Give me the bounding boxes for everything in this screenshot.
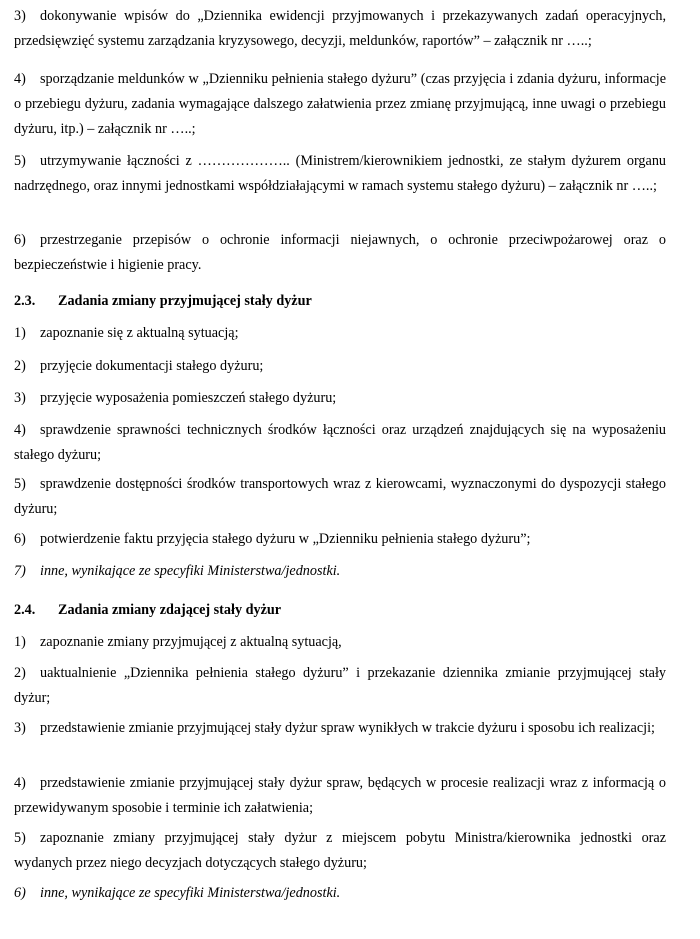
list-item-text: zapoznanie zmiany przyjmującej z aktualną sytuacją, (40, 634, 342, 650)
list-item-number: 4) (14, 71, 26, 87)
list-item (14, 386, 666, 411)
list-item-number: 5) (14, 830, 26, 846)
section-number: 2.3. (14, 293, 36, 309)
list-item-number: 4) (14, 775, 26, 791)
list-item (14, 228, 666, 278)
list-item (14, 4, 666, 54)
list-item-text: utrzymywanie łączności z ……………….. (Ministrem/kierownikiem jednostki, ze stałym dyżurem organu nadrzędnego, oraz innymi jednostkami współdziałającymi w ramach systemu stałego dyżuru) – załącznik nr …..; (14, 153, 666, 194)
list-item-number: 3) (14, 390, 26, 406)
list-item-number: 5) (14, 476, 26, 492)
section-number: 2.4. (14, 602, 36, 618)
list-item-text: zapoznanie się z aktualną sytuacją; (40, 325, 239, 341)
list-item-number: 6) (14, 885, 26, 901)
list-item-text: przedstawienie zmianie przyjmującej stały dyżur spraw wynikłych w trakcie dyżuru i sposobu ich realizacji; (40, 720, 655, 736)
list-item (14, 826, 666, 876)
list-item (14, 661, 666, 711)
list-item-number: 5) (14, 153, 26, 169)
list-item-text: przestrzeganie przepisów o ochronie informacji niejawnych, o ochronie przeciwpożarowej oraz o bezpieczeństwie i higienie pracy. (14, 232, 666, 273)
list-item-number: 4) (14, 422, 26, 438)
list-item-number: 6) (14, 531, 26, 547)
section-heading (14, 598, 666, 623)
list-item-text: przedstawienie zmianie przyjmującej stały dyżur spraw, będących w procesie realizacji wraz z informacją o przewidywanym sposobie i terminie ich załatwienia; (14, 775, 666, 816)
list-item (14, 354, 666, 379)
list-item-text: potwierdzenie faktu przyjęcia stałego dyżuru w „Dzienniku pełnienia stałego dyżuru”; (40, 531, 531, 547)
list-item-number: 1) (14, 634, 26, 650)
list-item-text: sporządzanie meldunków w „Dzienniku pełnienia stałego dyżuru” (czas przyjęcia i zdania dyżuru, informacje o przebiegu dyżuru, zadania wymagające dalszego załatwienia przez zmianę przyjmującą, inne uwagi o przebiegu dyżuru, itp.) – załącznik nr …..; (14, 71, 666, 137)
list-item (14, 559, 666, 584)
list-item-text: przyjęcie dokumentacji stałego dyżuru; (40, 358, 264, 374)
list-item-text: sprawdzenie sprawności technicznych środków łączności oraz urządzeń znajdujących się na wyposażeniu stałego dyżuru; (14, 422, 666, 463)
list-item-number: 6) (14, 232, 26, 248)
section-title: Zadania zmiany przyjmującej stały dyżur (58, 293, 312, 309)
list-item (14, 67, 666, 142)
list-item-number: 2) (14, 358, 26, 374)
list-item-number: 1) (14, 325, 26, 341)
list-item-text: uaktualnienie „Dziennika pełnienia stałego dyżuru” i przekazanie dziennika zmianie przyjmującej stały dyżur; (14, 665, 666, 706)
list-item-number: 3) (14, 720, 26, 736)
list-item-text: inne, wynikające ze specyfiki Ministerstwa/jednostki. (40, 563, 341, 579)
list-item-number: 3) (14, 8, 26, 24)
list-item (14, 716, 666, 741)
section-heading (14, 289, 666, 314)
list-item-number: 2) (14, 665, 26, 681)
list-item (14, 321, 666, 346)
list-item (14, 472, 666, 522)
list-item (14, 418, 666, 468)
list-item-text: przyjęcie wyposażenia pomieszczeń stałego dyżuru; (40, 390, 337, 406)
list-item-text: dokonywanie wpisów do „Dziennika ewidencji przyjmowanych i przekazywanych zadań operacyjnych, przedsięwzięć systemu zarządzania kryzysowego, decyzji, meldunków, raportów” – załącznik nr …..; (14, 8, 666, 49)
list-item-text: zapoznanie zmiany przyjmującej stały dyżur z miejscem pobytu Ministra/kierownika jednostki oraz wydanych przez niego decyzjach dotyczących stałego dyżuru; (14, 830, 666, 871)
list-item-number: 7) (14, 563, 26, 579)
list-item (14, 630, 666, 655)
section-title: Zadania zmiany zdającej stały dyżur (58, 602, 282, 618)
list-item (14, 527, 666, 552)
list-item (14, 149, 666, 199)
list-item (14, 881, 666, 906)
list-item-text: sprawdzenie dostępności środków transportowych wraz z kierowcami, wyznaczonymi do dyspozycji stałego dyżuru; (14, 476, 666, 517)
list-item-text: inne, wynikające ze specyfiki Ministerstwa/jednostki. (40, 885, 341, 901)
list-item (14, 771, 666, 821)
